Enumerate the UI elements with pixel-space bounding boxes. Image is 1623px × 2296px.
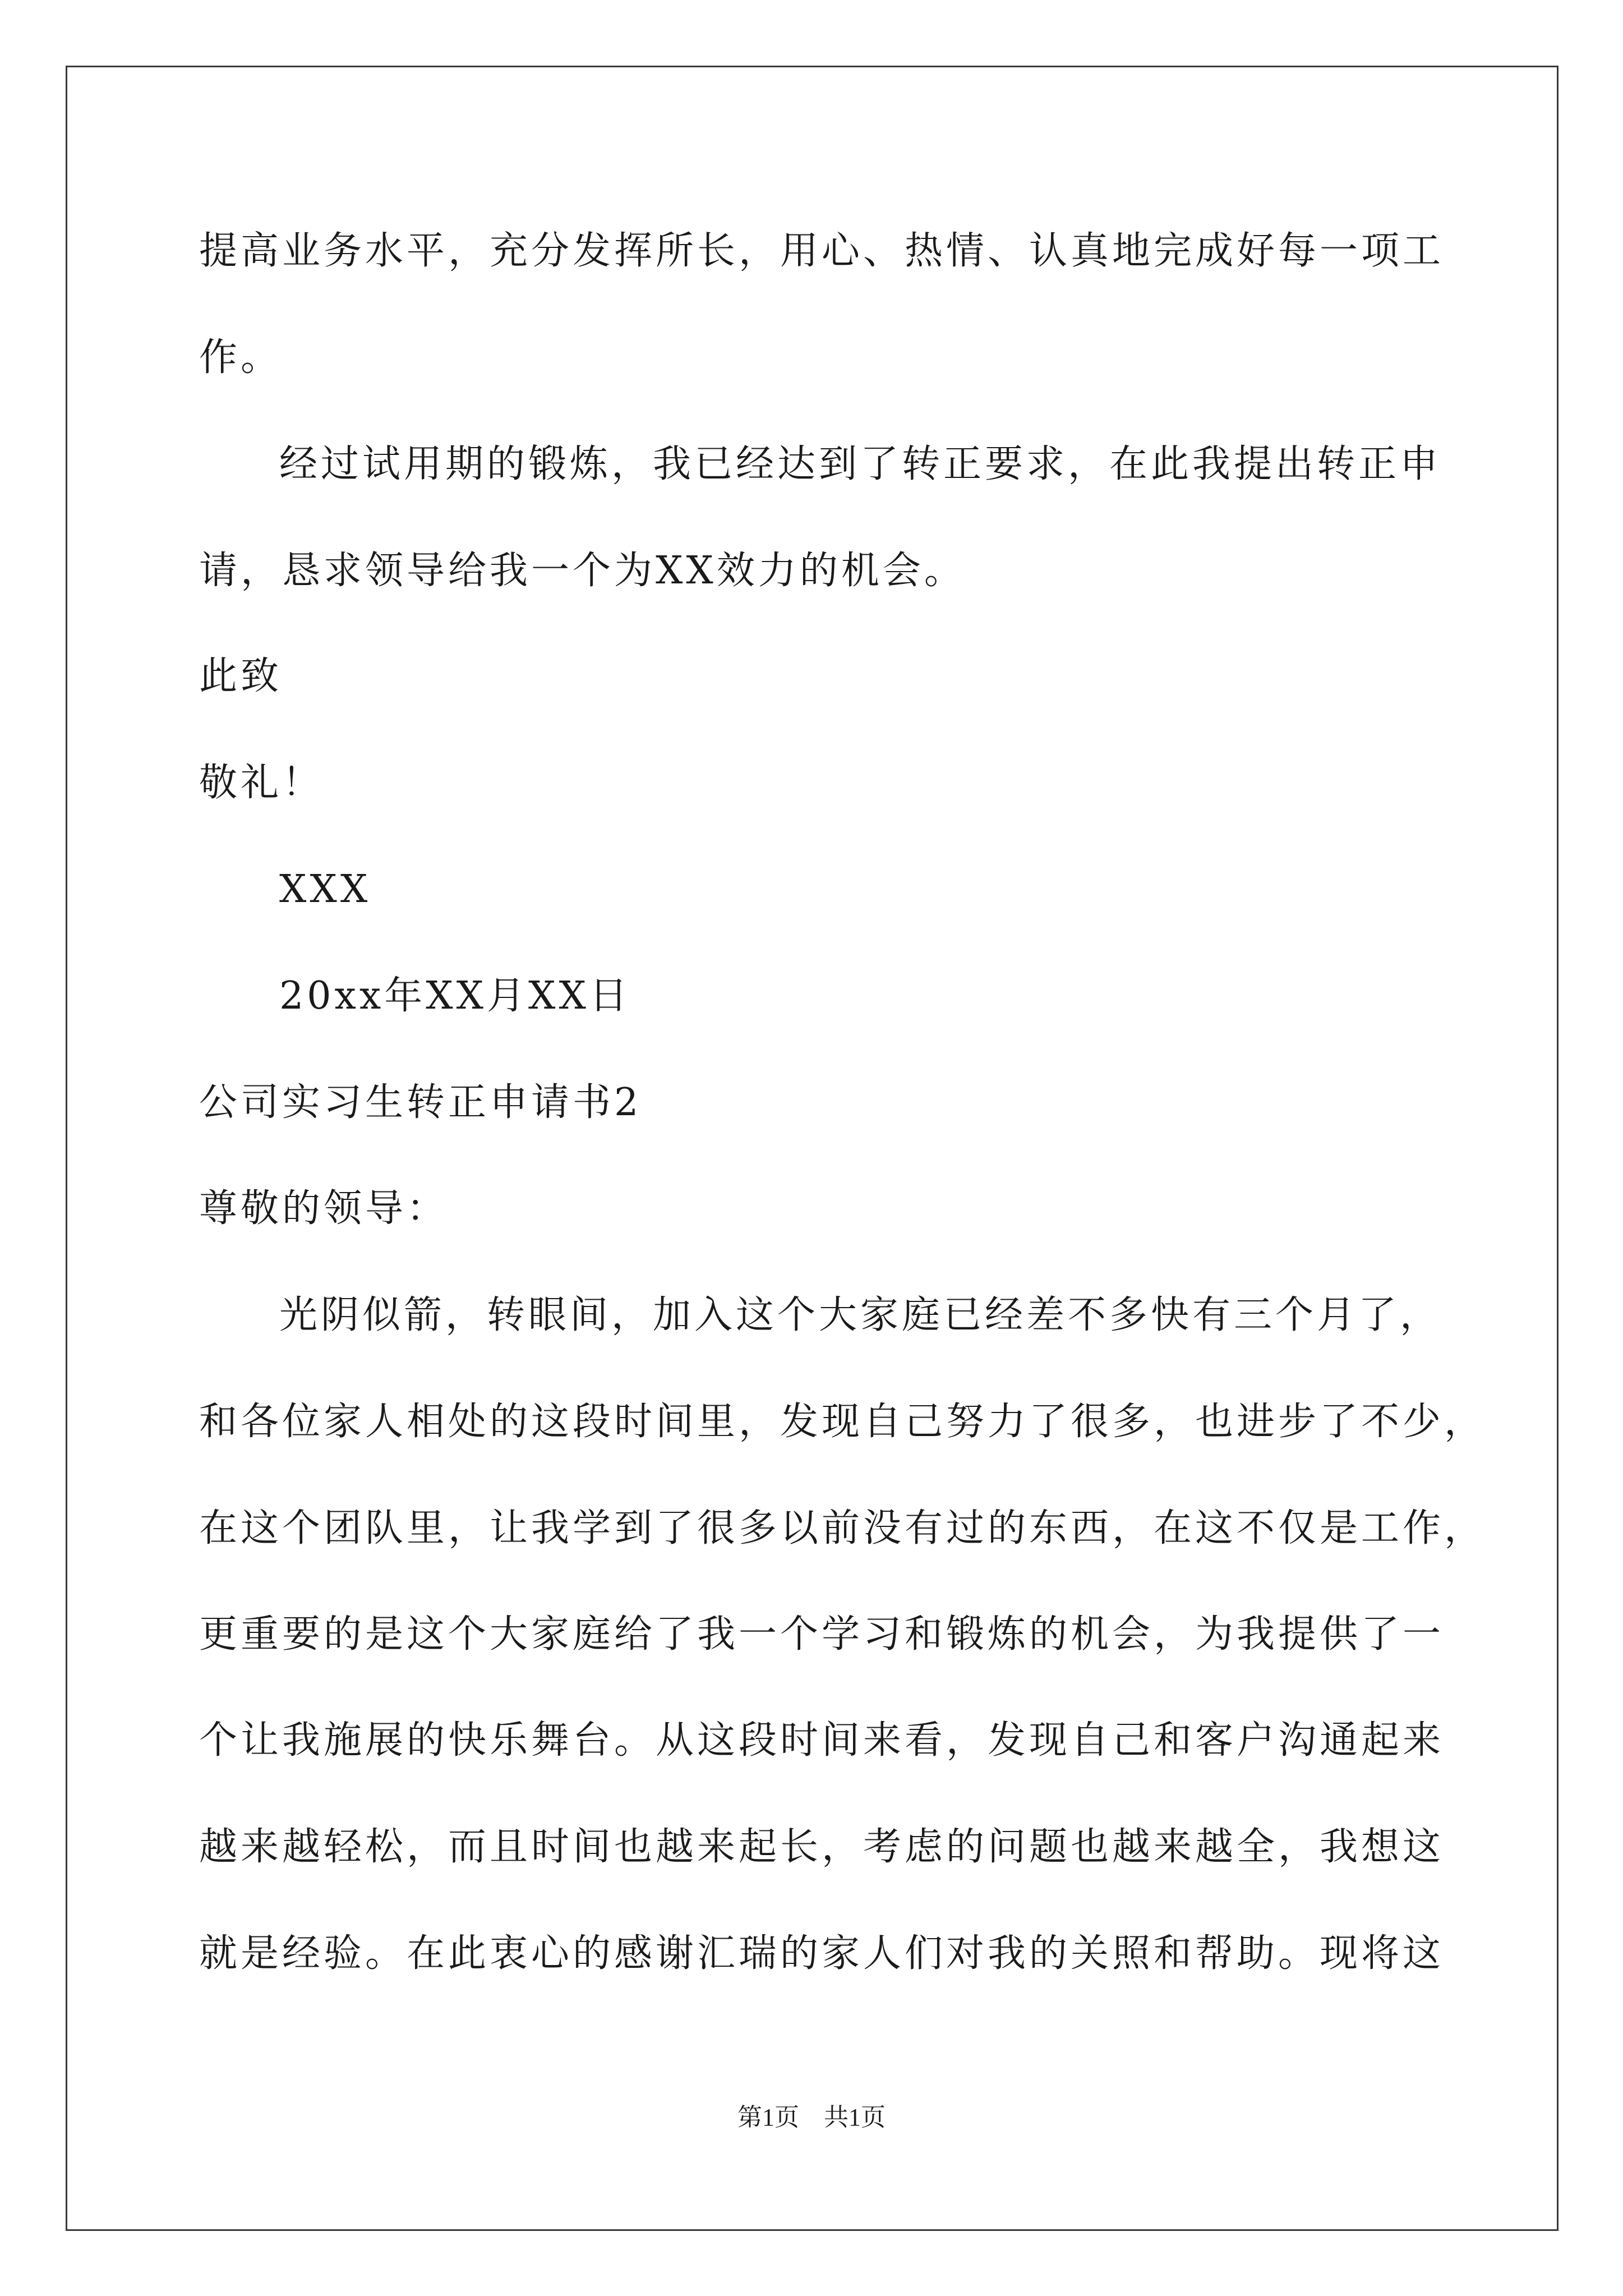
- text-line: 就是经验。在此衷心的感谢汇瑞的家人们对我的关照和帮助。现将这: [199, 1931, 1445, 1976]
- text-line: 越来越轻松，而且时间也越来起长，考虑的问题也越来越全，我想这: [199, 1825, 1445, 1869]
- salutation-closing: 此致: [199, 654, 283, 698]
- section-title: 公司实习生转正申请书2: [199, 1080, 642, 1125]
- signature-name: XXX: [279, 867, 371, 912]
- salutation-regards: 敬礼！: [199, 761, 324, 805]
- text-line: 在这个团队里，让我学到了很多以前没有过的东西，在这不仅是工作，: [199, 1506, 1486, 1550]
- paragraph-first-line: 光阴似箭，转眼间，加入这个大家庭已经差不多快有三个月了，: [279, 1293, 1442, 1337]
- text-line: 更重要的是这个大家庭给了我一个学习和锻炼的机会，为我提供了一: [199, 1612, 1445, 1657]
- text-line: 个让我施展的快乐舞台。从这段时间来看，发现自己和客户沟通起来: [199, 1718, 1445, 1763]
- text-line: 作。: [199, 335, 283, 380]
- signature-date: 20xx年XX月XX日: [279, 974, 631, 1018]
- text-line: 请，恳求领导给我一个为XX效力的机会。: [199, 549, 966, 593]
- greeting: 尊敬的领导：: [199, 1186, 449, 1231]
- page-footer: 第1页 共1页: [737, 2104, 886, 2131]
- paragraph-first-line: 经过试用期的锻炼，我已经达到了转正要求，在此我提出转正申: [279, 442, 1442, 486]
- page-border: [66, 66, 1559, 2231]
- text-line: 提高业务水平，充分发挥所长，用心、热情、认真地完成好每一项工: [199, 229, 1445, 273]
- text-line: 和各位家人相处的这段时间里，发现自己努力了很多，也进步了不少，: [199, 1400, 1486, 1444]
